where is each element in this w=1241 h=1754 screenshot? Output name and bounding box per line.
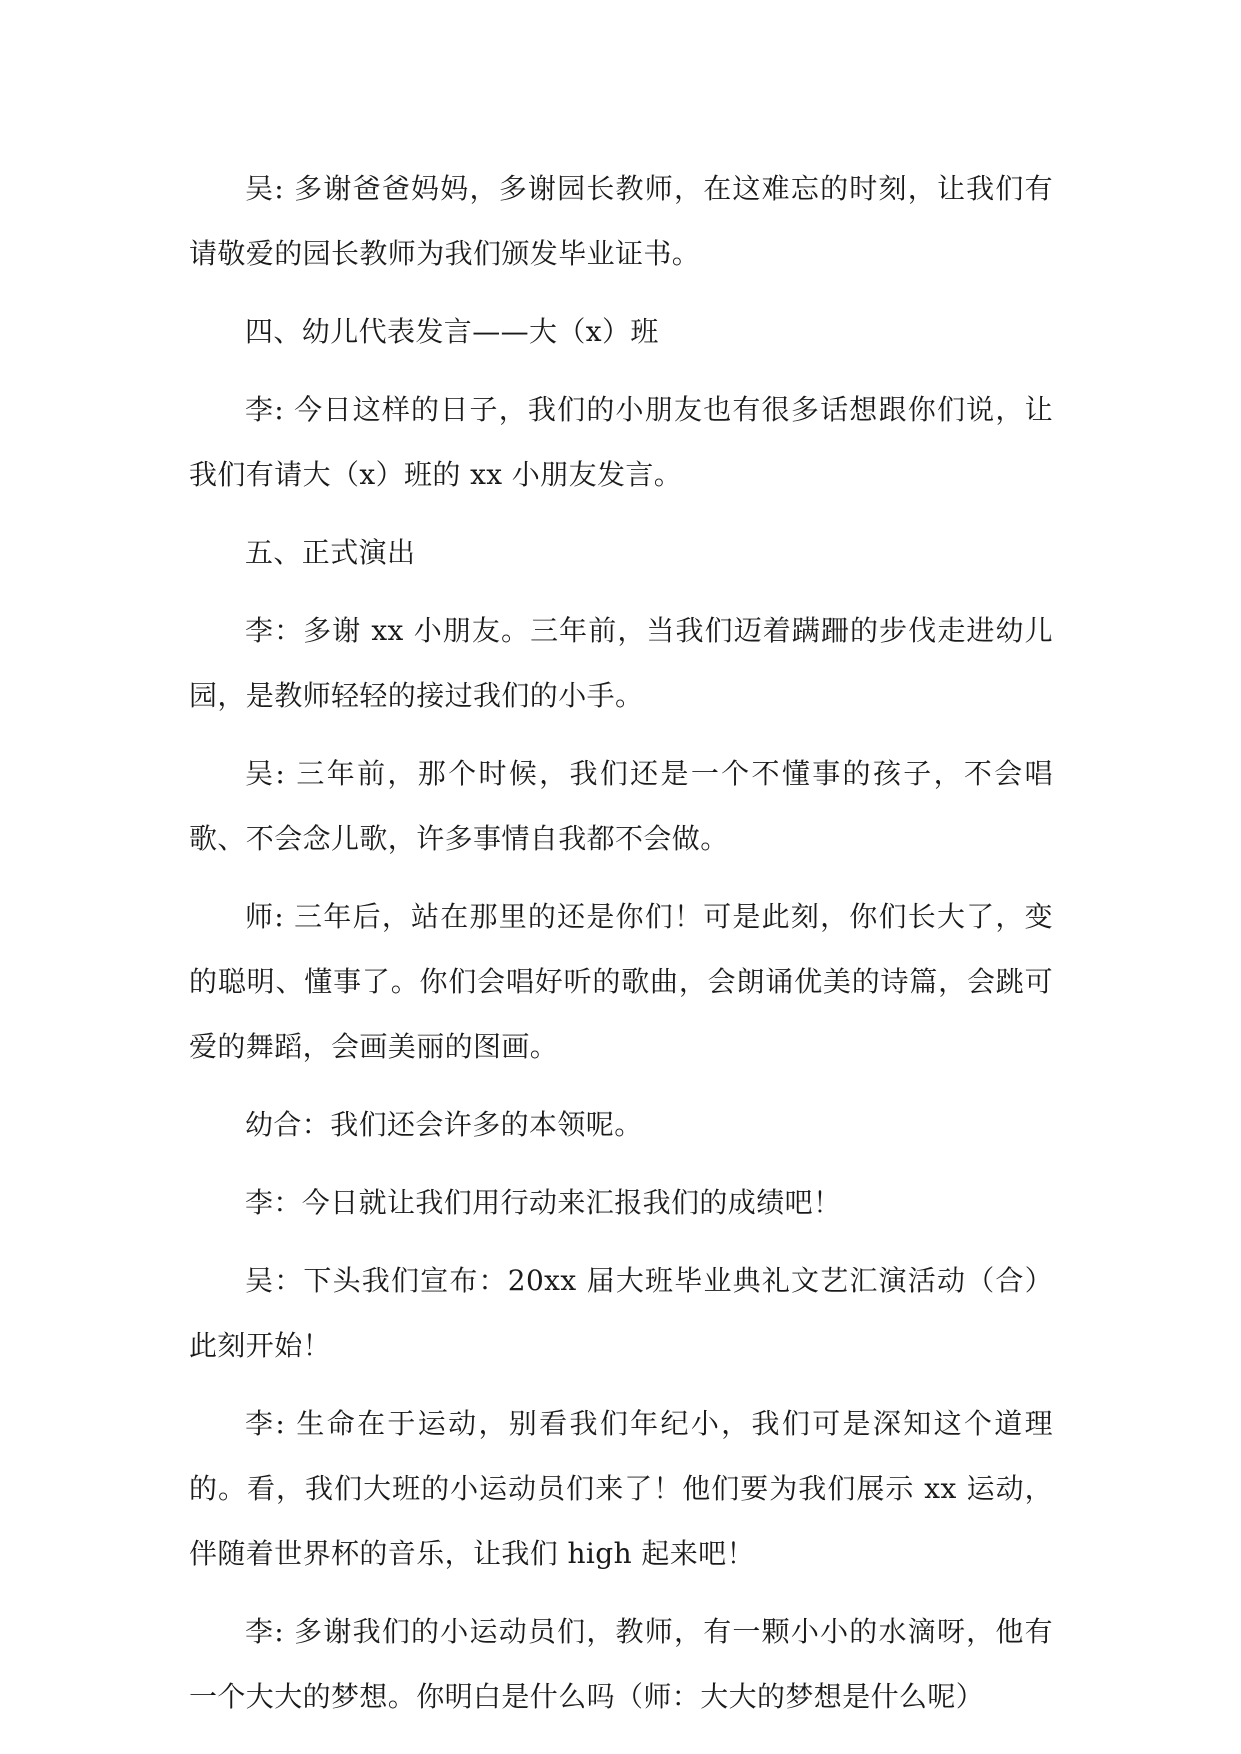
paragraph: 李：今日就让我们用行动来汇报我们的成绩吧！: [245, 1186, 842, 1219]
paragraph: 李: 今日这样的日子，我们的小朋友也有很多话想跟你们说，让我们有请大（x）班的 xx 小朋友发言。: [189, 393, 1053, 491]
paragraph: 幼合：我们还会许多的本领呢。: [245, 1108, 643, 1141]
paragraph: 吴: 多谢爸爸妈妈，多谢园长教师，在这难忘的时刻，让我们有请敬爱的园长教师为我们颁发毕业证书。: [189, 172, 1053, 270]
paragraph: 师: 三年后，站在那里的还是你们！可是此刻，你们长大了，变的聪明、懂事了。你们会唱好听的歌曲，会朗诵优美的诗篇，会跳可爱的舞蹈，会画美丽的图画。: [189, 900, 1053, 1063]
paragraph: 吴: 三年前，那个时候，我们还是一个不懂事的孩子，不会唱歌、不会念儿歌，许多事情自我都不会做。: [189, 757, 1053, 855]
paragraph: 李: 多谢我们的小运动员们，教师，有一颗小小的水滴呀，他有一个大大的梦想。你明白是什么吗（师：大大的梦想是什么呢）: [189, 1615, 1053, 1713]
paragraph: 吴：下头我们宣布：20xx 届大班毕业典礼文艺汇演活动（合）此刻开始！: [189, 1264, 1053, 1362]
section-heading: 四、幼儿代表发言——大（x）班: [245, 315, 659, 348]
document-body: [189, 156, 1053, 1742]
paragraph: 李: 生命在于运动，别看我们年纪小，我们可是深知这个道理的。看，我们大班的小运动员们来了！他们要为我们展示 xx 运动，伴随着世界杯的音乐，让我们 high 起来吧！: [189, 1407, 1053, 1570]
paragraph: 李：多谢 xx 小朋友。三年前，当我们迈着蹒跚的步伐走进幼儿园，是教师轻轻的接过我们的小手。: [189, 614, 1053, 712]
section-heading: 五、正式演出: [245, 536, 416, 569]
